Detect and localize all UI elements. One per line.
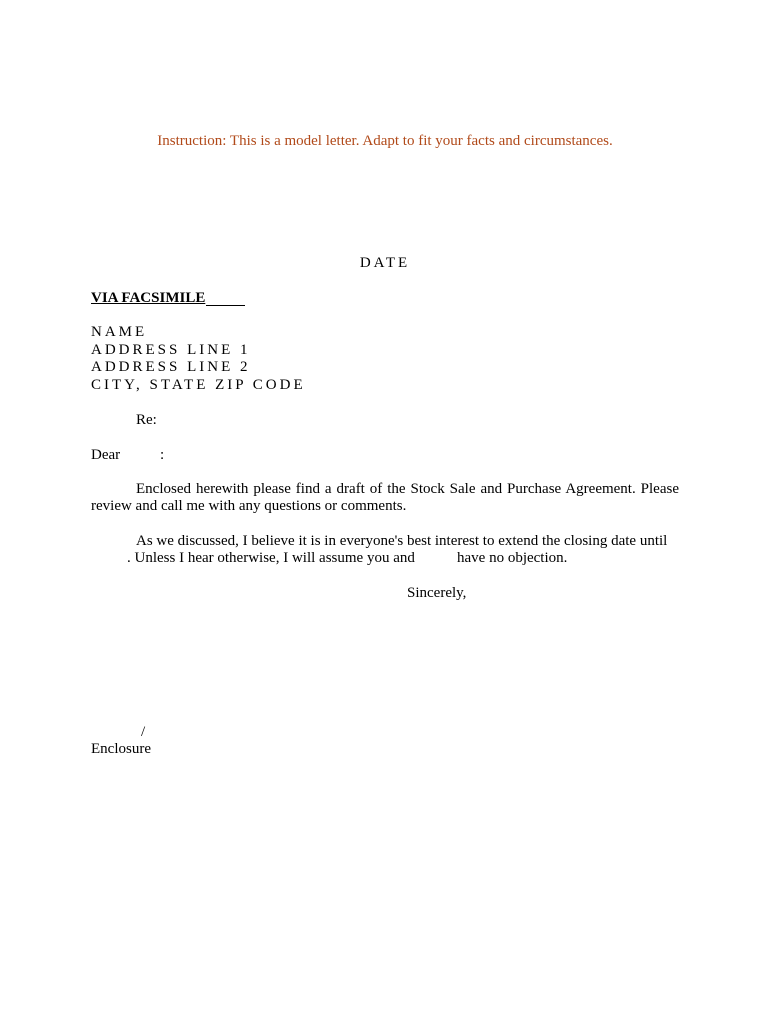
body-paragraph-1: Enclosed herewith please find a draft of the Stock Sale and Purchase Agreement. Please review and call me with any questions or comments.: [91, 481, 679, 514]
letter-date: DATE: [359, 255, 411, 271]
recipient-address-line-2: ADDRESS LINE 2: [91, 359, 251, 375]
recipient-city-state-zip: CITY, STATE ZIP CODE: [91, 377, 306, 393]
recipient-name: NAME: [91, 324, 148, 340]
salutation: Dear: [91, 447, 121, 463]
enclosure-notation: Enclosure: [91, 741, 151, 757]
salutation-colon: :: [160, 447, 165, 463]
body-paragraph-2-line-2b: have no objection.: [457, 550, 568, 566]
initials-separator: /: [141, 724, 146, 740]
re-label: Re:: [136, 412, 157, 428]
instruction-note: Instruction: This is a model letter. Adapt to fit your facts and circumstances.: [157, 133, 613, 149]
body-paragraph-2-line-2a: . Unless I hear otherwise, I will assume you and: [127, 550, 415, 566]
delivery-method-underline: [206, 305, 245, 306]
body-paragraph-2-line-1: As we discussed, I believe it is in everyone's best interest to extend the closing date until: [136, 533, 668, 549]
recipient-address-line-1: ADDRESS LINE 1: [91, 342, 251, 358]
delivery-method: VIA FACSIMILE: [91, 290, 206, 306]
closing: Sincerely,: [407, 585, 467, 601]
